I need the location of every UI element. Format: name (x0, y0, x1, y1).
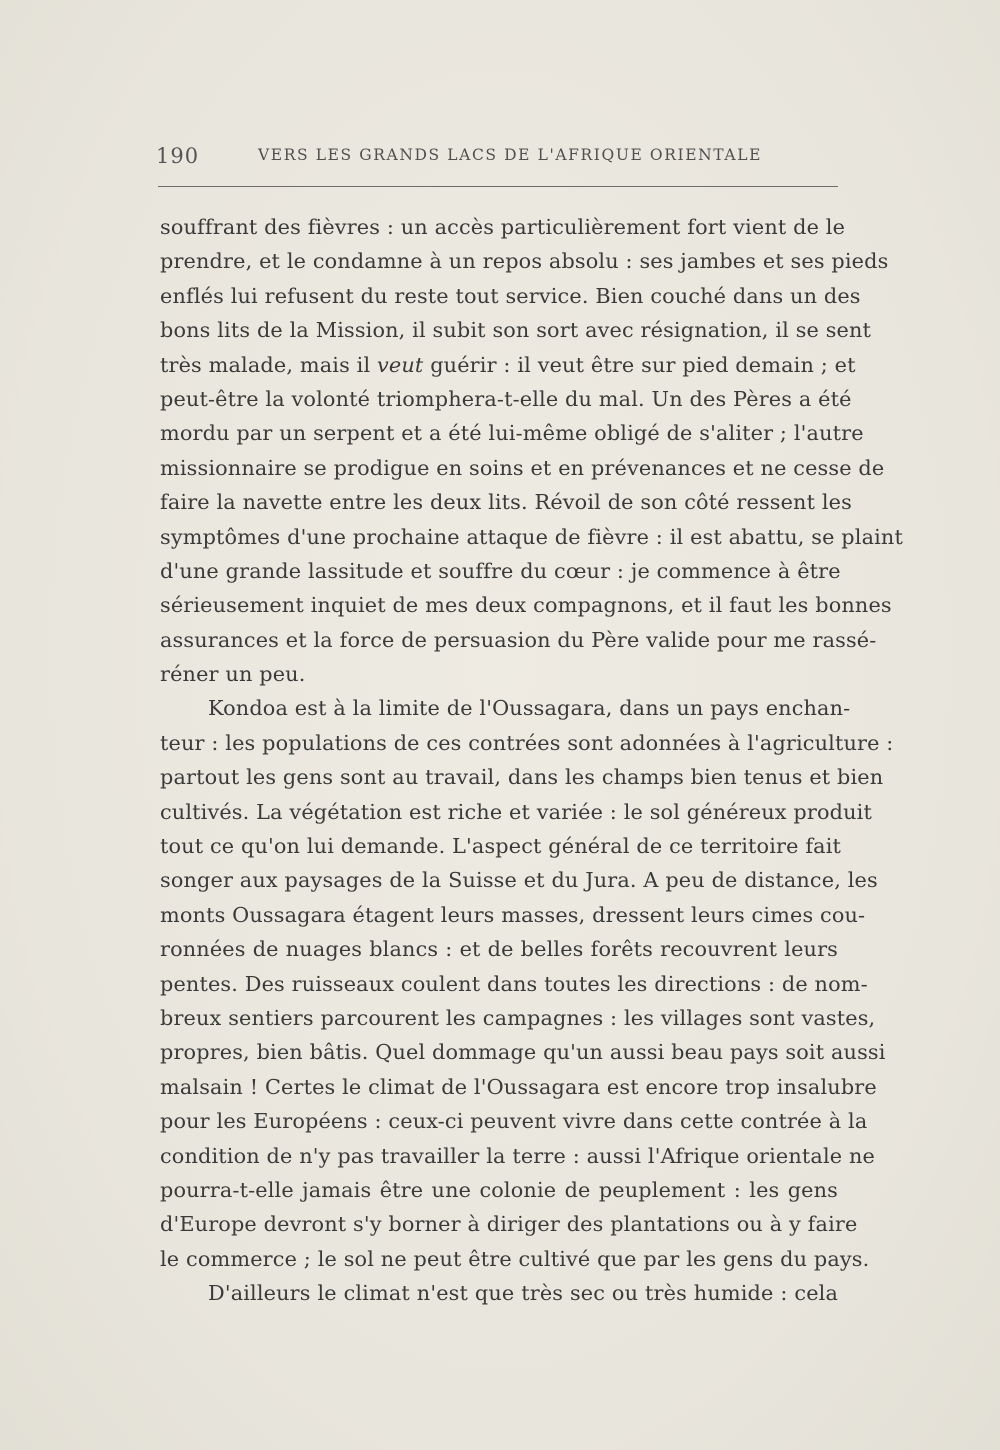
text-line: enflés lui refusent du reste tout service. Bien couché dans un des (160, 283, 861, 308)
text-line: cultivés. La végétation est riche et variée : le sol généreux produit (160, 799, 872, 824)
text-line: pourra-t-elle jamais être une colonie de peuplement : les gens (160, 1177, 838, 1202)
text-line: ronnées de nuages blancs : et de belles forêts recouvrent leurs (160, 937, 838, 962)
text-line: songer aux paysages de la Suisse et du Jura. A peu de distance, les (160, 868, 878, 893)
text-line: d'Europe devront s'y borner à diriger des plantations ou à y faire (160, 1212, 858, 1237)
text-line: Kondoa est à la limite de l'Oussagara, dans un pays enchan- (208, 696, 851, 721)
text-line-with-emphasis: très malade, mais il veut guérir : il veut être sur pied demain ; et (160, 352, 856, 377)
running-title: VERS LES GRANDS LACS DE L'AFRIQUE ORIENTALE (258, 146, 762, 164)
page-header (156, 140, 838, 174)
text-line: prendre, et le condamne à un repos absolu : ses jambes et ses pieds (160, 249, 889, 274)
text-line: pentes. Des ruisseaux coulent dans toutes les directions : de nom- (160, 971, 868, 996)
text-line: peut-être la volonté triomphera-t-elle du mal. Un des Pères a été (160, 386, 852, 411)
text-line: souffrant des fièvres : un accès particulièrement fort vient de le (160, 215, 846, 239)
text-line: D'ailleurs le climat n'est que très sec ou très humide : cela (208, 1281, 838, 1306)
header-rule (158, 186, 838, 187)
text-line: symptômes d'une prochaine attaque de fièvre : il est abattu, se plaint (160, 524, 903, 549)
text-line: mordu par un serpent et a été lui-même obligé de s'aliter ; l'autre (160, 421, 864, 446)
text-line: sérieusement inquiet de mes deux compagnons, et il faut les bonnes (160, 593, 892, 618)
text-line: partout les gens sont au travail, dans les champs bien tenus et bien (160, 765, 884, 790)
text-line: malsain ! Certes le climat de l'Oussagara est encore trop insalubre (160, 1074, 877, 1099)
text-line: missionnaire se prodigue en soins et en prévenances et ne cesse de (160, 455, 885, 480)
text-line: monts Oussagara étagent leurs masses, dressent leurs cimes cou- (160, 902, 866, 927)
text-line: réner un peu. (160, 662, 306, 687)
text-line: d'une grande lassitude et souffre du cœur : je commence à être (160, 558, 841, 583)
text-line: teur : les populations de ces contrées sont adonnées à l'agriculture : (160, 730, 894, 755)
emphasized-word: veut (377, 352, 424, 377)
text-line: le commerce ; le sol ne peut être cultivé que par les gens du pays. (160, 1246, 870, 1271)
body-text (160, 210, 903, 1311)
text-line: assurances et la force de persuasion du Père valide pour me rassé- (160, 627, 877, 652)
text-line: bons lits de la Mission, il subit son sort avec résignation, il se sent (160, 318, 872, 343)
text-line: tout ce qu'on lui demande. L'aspect général de ce territoire fait (160, 834, 842, 859)
text-line: pour les Européens : ceux-ci peuvent vivre dans cette contrée à la (160, 1109, 868, 1134)
text-line: propres, bien bâtis. Quel dommage qu'un aussi beau pays soit aussi (160, 1040, 886, 1065)
text-line: condition de n'y pas travailler la terre : aussi l'Afrique orientale ne (160, 1143, 875, 1168)
text-line: faire la navette entre les deux lits. Révoil de son côté ressent les (160, 490, 852, 515)
text-line: breux sentiers parcourent les campagnes : les villages sont vastes, (160, 1005, 876, 1030)
page-number: 190 (156, 144, 200, 168)
